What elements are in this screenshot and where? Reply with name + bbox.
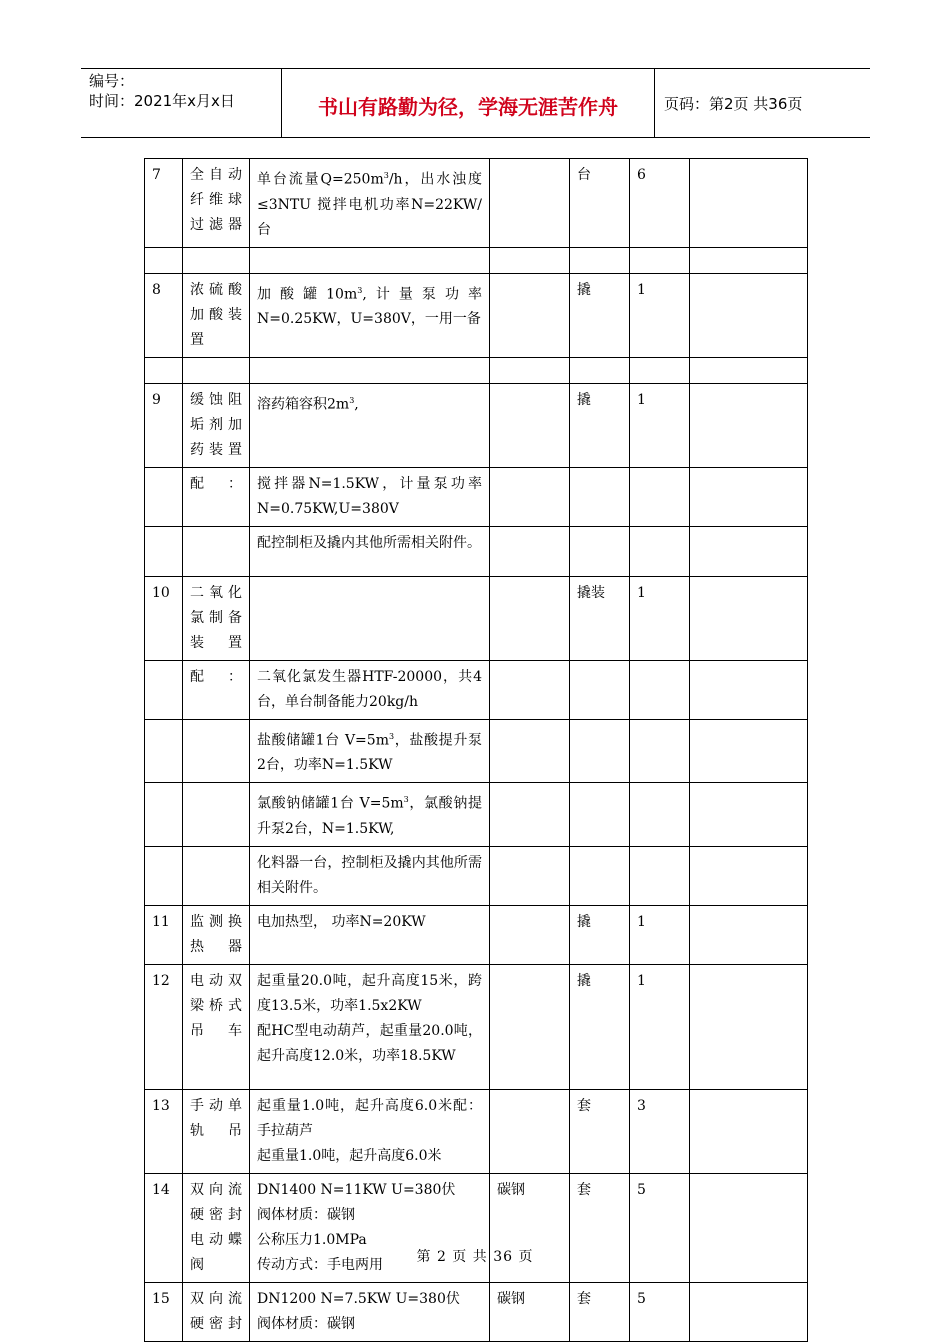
cell-remark <box>690 383 808 467</box>
cell-material <box>490 964 570 1089</box>
cell-remark <box>690 1173 808 1282</box>
table-row <box>145 846 808 905</box>
cell-unit <box>570 467 630 526</box>
cell-unit: 撬 <box>570 964 630 1089</box>
cell-spec: 搅拌器N=1.5KW，计量泵功率N=0.75KW,U=380V <box>250 467 490 526</box>
cell-unit: 套 <box>570 1282 630 1341</box>
page-header <box>81 68 870 138</box>
cell-spec: 盐酸储罐1台 $V=5m^3$，盐酸提升泵2台，功率N=1.5KW <box>250 719 490 783</box>
time-label: 时间：2021年x月x日 <box>89 92 235 110</box>
cell-remark <box>690 526 808 576</box>
cell-no <box>145 660 183 719</box>
cell-material <box>490 357 570 383</box>
cell-remark <box>690 660 808 719</box>
cell-unit <box>570 783 630 847</box>
header-divider <box>654 69 655 137</box>
cell-spec <box>250 576 490 660</box>
cell-unit <box>570 660 630 719</box>
cell-qty: 5 <box>630 1282 690 1341</box>
cell-qty <box>630 846 690 905</box>
cell-remark <box>690 1089 808 1173</box>
cell-remark <box>690 576 808 660</box>
cell-name: 全自动纤维球过滤器 <box>183 159 250 248</box>
cell-name: 手动单轨吊 <box>183 1089 250 1173</box>
cell-unit: 撬 <box>570 905 630 964</box>
cell-material <box>490 467 570 526</box>
code-label: 编号： <box>89 72 135 90</box>
cell-no: 15 <box>145 1282 183 1341</box>
cell-no <box>145 247 183 273</box>
table-row <box>145 905 808 964</box>
cell-unit <box>570 719 630 783</box>
cell-spec: 配控制柜及撬内其他所需相关附件。 <box>250 526 490 576</box>
cell-name: 配： <box>183 660 250 719</box>
cell-material <box>490 660 570 719</box>
cell-unit: 套 <box>570 1173 630 1282</box>
header-meta <box>89 71 235 111</box>
cell-no: 11 <box>145 905 183 964</box>
table-row <box>145 159 808 248</box>
cell-qty <box>630 719 690 783</box>
cell-material: 碳钢 <box>490 1282 570 1341</box>
cell-name <box>183 846 250 905</box>
cell-no <box>145 783 183 847</box>
cell-name <box>183 247 250 273</box>
cell-qty <box>630 247 690 273</box>
cell-material <box>490 905 570 964</box>
cell-remark <box>690 905 808 964</box>
cell-qty <box>630 526 690 576</box>
cell-qty: 1 <box>630 964 690 1089</box>
cell-name: 监测换热器 <box>183 905 250 964</box>
cell-qty: 6 <box>630 159 690 248</box>
cell-no: 7 <box>145 159 183 248</box>
cell-spec: 加酸罐$10m^3$,计量泵功率N=0.25KW，U=380V，一用一备 <box>250 273 490 357</box>
cell-name <box>183 526 250 576</box>
cell-qty: 5 <box>630 1173 690 1282</box>
cell-material <box>490 159 570 248</box>
table-row <box>145 467 808 526</box>
cell-spec: 溶药箱容积$2m^3$, <box>250 383 490 467</box>
table-row <box>145 576 808 660</box>
cell-spec <box>250 247 490 273</box>
cell-qty: 1 <box>630 905 690 964</box>
equipment-table <box>144 158 808 1342</box>
cell-spec: 氯酸钠储罐1台 $V=5m^3$，氯酸钠提升泵2台，N=1.5KW, <box>250 783 490 847</box>
cell-unit <box>570 247 630 273</box>
cell-remark <box>690 719 808 783</box>
cell-qty: 1 <box>630 576 690 660</box>
cell-qty: 1 <box>630 383 690 467</box>
cell-material <box>490 273 570 357</box>
cell-material <box>490 719 570 783</box>
cell-remark <box>690 467 808 526</box>
cell-no: 8 <box>145 273 183 357</box>
cell-no: 14 <box>145 1173 183 1282</box>
cell-no <box>145 526 183 576</box>
cell-material <box>490 247 570 273</box>
cell-no: 12 <box>145 964 183 1089</box>
cell-qty <box>630 783 690 847</box>
cell-remark <box>690 273 808 357</box>
cell-name: 配： <box>183 467 250 526</box>
cell-material <box>490 526 570 576</box>
cell-material <box>490 846 570 905</box>
cell-unit <box>570 846 630 905</box>
table-row <box>145 1282 808 1341</box>
table-row <box>145 273 808 357</box>
table-row <box>145 526 808 576</box>
cell-spec: 化料器一台，控制柜及撬内其他所需相关附件。 <box>250 846 490 905</box>
cell-name: 电动双梁桥式吊车 <box>183 964 250 1089</box>
table-row <box>145 383 808 467</box>
cell-name: 双向流硬密封电动蝶阀 <box>183 1173 250 1282</box>
cell-remark <box>690 159 808 248</box>
cell-remark <box>690 846 808 905</box>
cell-name <box>183 783 250 847</box>
cell-remark <box>690 964 808 1089</box>
cell-qty: 3 <box>630 1089 690 1173</box>
cell-material <box>490 383 570 467</box>
cell-name: 二氧化氯制备装置 <box>183 576 250 660</box>
cell-unit <box>570 357 630 383</box>
cell-qty <box>630 660 690 719</box>
table-row <box>145 783 808 847</box>
cell-material <box>490 783 570 847</box>
cell-no <box>145 846 183 905</box>
cell-unit: 撬 <box>570 273 630 357</box>
table-row <box>145 357 808 383</box>
cell-spec: 二氧化氯发生器HTF-20000，共4台，单台制备能力20kg/h <box>250 660 490 719</box>
cell-name <box>183 719 250 783</box>
cell-unit: 撬 <box>570 383 630 467</box>
cell-material: 碳钢 <box>490 1173 570 1282</box>
cell-remark <box>690 357 808 383</box>
cell-unit: 撬装 <box>570 576 630 660</box>
cell-material <box>490 576 570 660</box>
cell-qty: 1 <box>630 273 690 357</box>
cell-name <box>183 357 250 383</box>
cell-name: 双向流硬密封 <box>183 1282 250 1341</box>
header-motto: 书山有路勤为径，学海无涯苦作舟 <box>318 95 618 119</box>
cell-no: 13 <box>145 1089 183 1173</box>
cell-qty <box>630 357 690 383</box>
cell-remark <box>690 1282 808 1341</box>
cell-unit <box>570 526 630 576</box>
page-footer: 第 2 页 共 36 页 <box>416 1249 534 1265</box>
cell-spec <box>250 357 490 383</box>
cell-no: 9 <box>145 383 183 467</box>
table-row <box>145 964 808 1089</box>
cell-remark <box>690 247 808 273</box>
cell-spec: 起重量1.0吨，起升高度6.0米配：手拉葫芦 起重量1.0吨，起升高度6.0米 <box>250 1089 490 1173</box>
table-row <box>145 1173 808 1282</box>
cell-no <box>145 467 183 526</box>
header-page-label: 页码：第2页 共36页 <box>664 95 803 113</box>
cell-qty <box>630 467 690 526</box>
cell-spec: 起重量20.0吨，起升高度15米，跨度13.5米，功率1.5x2KW 配HC型电动葫芦，起重量20.0吨，起升高度12.0米，功率18.5KW <box>250 964 490 1089</box>
cell-spec: 单台流量$Q=250m^3/h$，出水浊度≤3NTU 搅拌电机功率N=22KW/台 <box>250 159 490 248</box>
table-row <box>145 247 808 273</box>
cell-no <box>145 357 183 383</box>
cell-spec: DN1200 N=7.5KW U=380伏 阀体材质：碳钢 <box>250 1282 490 1341</box>
cell-name: 缓蚀阻垢剂加药装置 <box>183 383 250 467</box>
table-row <box>145 1089 808 1173</box>
cell-name: 浓硫酸加酸装置 <box>183 273 250 357</box>
cell-spec: DN1400 N=11KW U=380伏 阀体材质：碳钢 公称压力1.0MPa 传动方式：手电两用 <box>250 1173 490 1282</box>
cell-material <box>490 1089 570 1173</box>
cell-spec: 电加热型， 功率N=20KW <box>250 905 490 964</box>
cell-unit: 套 <box>570 1089 630 1173</box>
table-row <box>145 719 808 783</box>
cell-remark <box>690 783 808 847</box>
cell-no: 10 <box>145 576 183 660</box>
cell-no <box>145 719 183 783</box>
cell-unit: 台 <box>570 159 630 248</box>
table-row <box>145 660 808 719</box>
